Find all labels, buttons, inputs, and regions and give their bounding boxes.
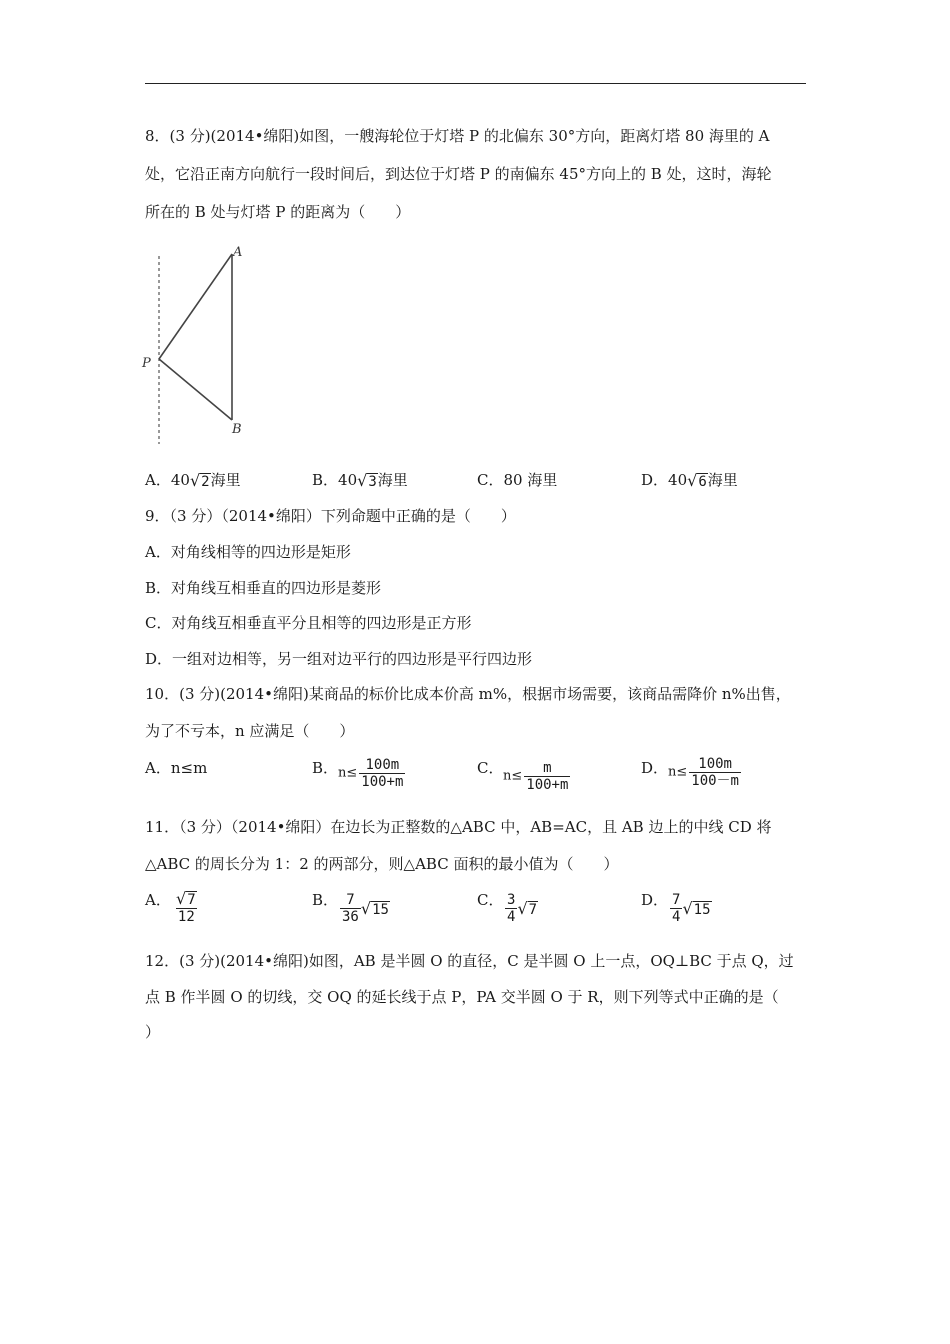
fraction	[340, 892, 361, 925]
option-text: 80 海里	[503, 471, 558, 489]
option-label: B．	[312, 471, 339, 489]
q8-line1: 8．(3 分)(2014•绵阳)如图，一艘海轮位于灯塔 P 的北偏东 30°方向，距离灯塔 80 海里的 A	[145, 127, 770, 145]
fraction	[670, 892, 682, 925]
q8-figure	[138, 240, 248, 445]
sqrt-expression: √ 3	[357, 471, 377, 490]
unit: 海里	[210, 471, 241, 489]
denominator: 4	[507, 909, 516, 925]
sqrt-expression: √ 15	[360, 898, 389, 918]
numerator: 3	[507, 892, 516, 908]
option-label: B．	[312, 759, 339, 777]
radicand: 2	[201, 474, 210, 490]
segment-pa	[159, 254, 232, 359]
denominator: 4	[672, 909, 681, 925]
radicand: 15	[693, 901, 711, 918]
q8-line2: 处，它沿正南方向航行一段时间后，到达位于灯塔 P 的南偏东 45°方向上的 B 处，这时，海轮	[145, 165, 772, 183]
q12-line2: 点 B 作半圆 O 的切线，交 OQ 的延长线于点 P，PA 交半圆 O 于 R，则下列等式中正确的是（	[145, 988, 779, 1006]
sqrt-expression: √ 15	[682, 898, 711, 918]
q10-option-d-expr	[668, 756, 741, 789]
q8-option-d	[641, 470, 738, 490]
radicand: 7	[187, 892, 196, 908]
option-label: C．	[477, 471, 504, 489]
q9-stem: 9．（3 分）（2014•绵阳）下列命题中正确的是（ ）	[145, 507, 516, 525]
numerator: 7	[346, 892, 355, 908]
denominator: 100+m	[361, 774, 404, 790]
segment-pb	[159, 359, 232, 420]
numerator: 100m	[365, 757, 400, 773]
q10-line1: 10．(3 分)(2014•绵阳)某商品的标价比成本价高 m%，根据市场需要，该商品需降价 n%出售，	[145, 685, 791, 703]
label-b: B	[232, 422, 242, 437]
q11-option-c	[477, 890, 503, 910]
q8-option-b	[312, 470, 408, 490]
q9-option-a: A．对角线相等的四边形是矩形	[145, 543, 351, 561]
numerator: 7	[672, 892, 681, 908]
fraction	[359, 757, 405, 790]
q12-line3: ）	[145, 1023, 161, 1041]
option-text: n≤m	[170, 759, 208, 777]
sqrt-expression: √ 7	[176, 889, 196, 908]
inequality-prefix: n≤	[668, 764, 688, 780]
q11-line2: △ABC 的周长分为 1：2 的两部分，则△ABC 面积的最小值为（ ）	[145, 855, 619, 873]
fraction	[689, 756, 741, 789]
unit: 海里	[377, 471, 408, 489]
q11-option-d	[641, 890, 668, 910]
denominator: 12	[177, 909, 195, 925]
q11-option-a-expr	[172, 890, 199, 925]
q11-option-b	[312, 890, 338, 910]
option-label: C．	[477, 891, 504, 909]
inequality-prefix: n≤	[503, 768, 523, 784]
coefficient: 40	[668, 471, 688, 489]
numerator: 100m	[698, 756, 732, 772]
q11-option-d-expr	[668, 892, 712, 925]
q9-option-c: C．对角线互相垂直平分且相等的四边形是正方形	[145, 614, 472, 632]
q10-option-a	[145, 758, 207, 778]
inequality-prefix: n≤	[338, 765, 358, 781]
q11-line1: 11．（3 分）（2014•绵阳）在边长为正整数的△ABC 中，AB=AC，且 AB 边上的中线 CD 将	[145, 818, 772, 836]
fraction	[505, 892, 517, 925]
label-a: A	[233, 245, 243, 260]
option-label: A．	[145, 471, 171, 489]
q8-option-a	[145, 470, 241, 490]
option-label: A．	[145, 891, 171, 909]
q10-option-d	[641, 758, 668, 778]
numerator: m	[543, 760, 552, 776]
fraction	[174, 890, 199, 925]
option-label: D．	[641, 471, 669, 489]
option-label: B．	[312, 891, 339, 909]
radicand: 7	[528, 901, 538, 918]
q8-line3: 所在的 B 处与灯塔 P 的距离为（ ）	[145, 203, 411, 221]
sqrt-expression: √ 6	[687, 471, 707, 490]
option-label: C．	[477, 759, 504, 777]
denominator: 36	[342, 909, 359, 925]
radicand: 6	[698, 474, 707, 490]
option-label: D．	[641, 759, 669, 777]
q8-option-c	[477, 470, 557, 490]
q10-option-c-expr	[503, 760, 570, 793]
radicand: 15	[372, 901, 389, 918]
q11-option-c-expr	[503, 892, 538, 925]
q11-option-b-expr	[338, 892, 390, 925]
radicand: 3	[368, 474, 377, 490]
q11-option-a	[145, 890, 171, 910]
coefficient: 40	[338, 471, 358, 489]
q12-line1: 12．(3 分)(2014•绵阳)如图，AB 是半圆 O 的直径，C 是半圆 O 上一点，OQ⊥BC 于点 Q，过	[145, 952, 794, 970]
q10-line2: 为了不亏本，n 应满足（ ）	[145, 722, 355, 740]
sqrt-expression: √ 7	[517, 898, 538, 918]
label-p: P	[142, 356, 151, 371]
denominator: 100+m	[526, 777, 569, 793]
option-label: D．	[641, 891, 669, 909]
option-label: A．	[145, 759, 171, 777]
q9-option-d: D．一组对边相等，另一组对边平行的四边形是平行四边形	[145, 650, 533, 668]
denominator: 100－m	[691, 773, 739, 789]
unit: 海里	[707, 471, 738, 489]
numerator	[174, 890, 199, 908]
q10-option-b	[312, 758, 338, 778]
header-rule	[145, 83, 806, 84]
sqrt-expression: √ 2	[189, 471, 210, 490]
fraction	[524, 760, 570, 793]
coefficient: 40	[170, 471, 190, 489]
q9-option-b: B．对角线互相垂直的四边形是菱形	[145, 579, 382, 597]
q10-option-b-expr	[338, 757, 405, 790]
q10-option-c	[477, 758, 503, 778]
